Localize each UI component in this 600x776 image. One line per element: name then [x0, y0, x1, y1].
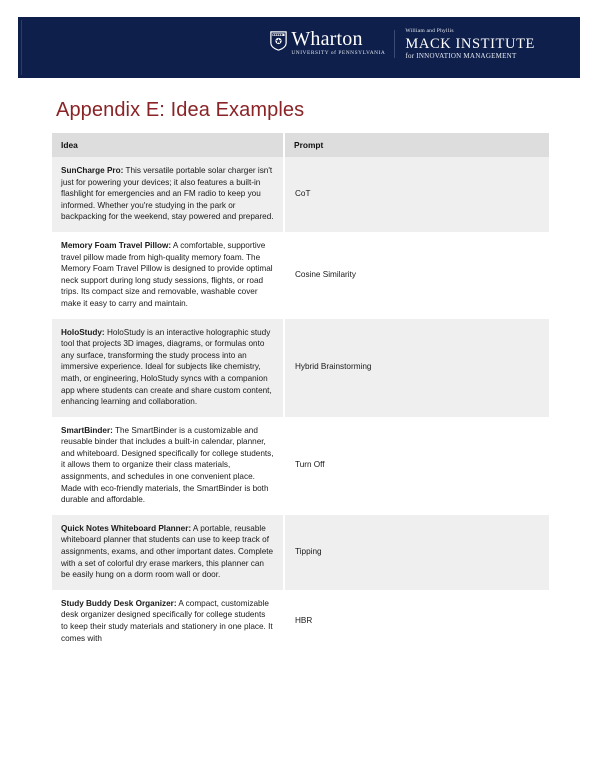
prompt-cell: HBR — [284, 590, 549, 653]
page-title: Appendix E: Idea Examples — [56, 99, 305, 121]
table-row — [52, 515, 549, 590]
column-header-idea: Idea — [52, 133, 284, 157]
mack-top-line: William and Phyllis — [405, 28, 454, 34]
idea-cell — [52, 157, 284, 232]
table-head — [52, 133, 549, 157]
idea-cell — [52, 590, 284, 653]
prompt-cell: Tipping — [284, 515, 549, 590]
idea-cell — [52, 417, 284, 515]
idea-name: Quick Notes Whiteboard Planner: — [61, 523, 192, 533]
prompt-cell: Cosine Similarity — [284, 232, 549, 319]
idea-cell — [52, 515, 284, 590]
prompt-cell: Turn Off — [284, 417, 549, 515]
table-row — [52, 232, 549, 319]
table-row — [52, 319, 549, 417]
column-header-prompt: Prompt — [284, 133, 549, 157]
idea-name: SunCharge Pro: — [61, 166, 124, 175]
wharton-subtitle: UNIVERSITY of PENNSYLVANIA — [291, 50, 386, 56]
idea-name: Study Buddy Desk Organizer: — [61, 598, 177, 608]
mack-subtitle: for INNOVATION MANAGEMENT — [405, 52, 517, 61]
mack-name: MACK INSTITUTE — [405, 35, 535, 52]
idea-name: HoloStudy: — [61, 327, 105, 337]
idea-name: SmartBinder: — [61, 425, 113, 435]
prompt-cell: CoT — [284, 157, 549, 232]
table-row — [52, 157, 549, 232]
table-header-row — [52, 133, 549, 157]
idea-examples-table — [52, 133, 549, 653]
wharton-name: Wharton — [291, 28, 363, 50]
idea-description: A comfortable, supportive travel pillow made from high-quality memory foam. The Memory Foam Travel Pillow is designed to provide optimal neck support during long study sessions, flights, or road trips. Its compact size and removable, washable cover make it easy to carry and maintain. — [61, 240, 273, 308]
idea-cell — [52, 319, 284, 417]
table-row — [52, 417, 549, 515]
idea-description: This versatile portable solar charger isn't just for powering your devices; it also features a built-in flashlight for emergencies and an FM radio to keep you informed. Whether you're studying in the park or backpacking for the weekend, stay powered and prepared. — [61, 166, 274, 222]
idea-name: Memory Foam Travel Pillow: — [61, 240, 172, 250]
idea-cell — [52, 232, 284, 319]
table-row — [52, 590, 549, 653]
idea-description: The SmartBinder is a customizable and reusable binder that includes a built-in calendar, planner, and whiteboard. Designed specifically for college students, it allows them to organize their class materials, assignments, and schedules in one convenient place. Made with eco-friendly materials, the SmartBinder is both durable and affordable. — [61, 425, 274, 505]
idea-description: HoloStudy is an interactive holographic study tool that projects 3D images, diagrams, or formulas onto any surface, transforming the study process into an immersive experience. Ideal for subjects like chemistry, math, or engineering, HoloStudy syncs with a companion app where students can create and share custom content, enhancing learning and collaboration. — [61, 327, 272, 407]
table-body — [52, 157, 549, 653]
idea-description: A compact, customizable desk organizer designed specifically for college students to keep their study materials and stationery in one place. It comes with — [61, 598, 273, 643]
prompt-cell: Hybrid Brainstorming — [284, 319, 549, 417]
idea-description: A portable, reusable whiteboard planner that students can use to keep track of assignments, exams, and other important dates. Complete with a set of colorful dry erase markers, this planner can be easily hung on a dorm room wall or door. — [61, 523, 274, 580]
